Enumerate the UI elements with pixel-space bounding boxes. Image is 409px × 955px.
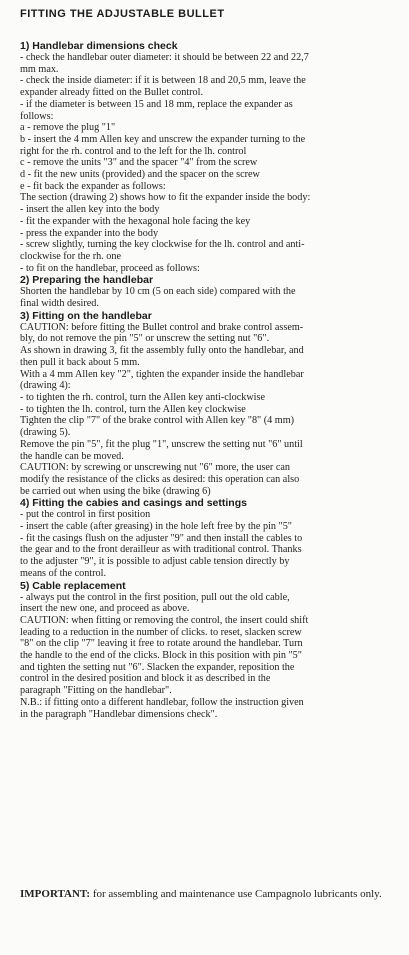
text-line: - if the diameter is between 15 and 18 mm, replace the expander as: [20, 98, 293, 110]
text-line: paragraph "Fitting on the handlebar".: [20, 685, 172, 697]
section-3: [20, 310, 397, 498]
text-line: be carried out when using the bike (drawing 6): [20, 485, 211, 497]
section-4: [20, 497, 397, 579]
text-line: Tighten the clip "7" of the brake control with Allen key "8" (4 mm): [20, 415, 295, 427]
text-line: - fit the casings flush on the adjuster "9" and then install the cables to: [20, 532, 303, 544]
text-line: "8" on the clip "7" leaving it free to rotate around the handlebar. Turn: [20, 638, 303, 650]
text-line: Remove the pin "5", fit the plug "1", unscrew the setting nut "6" until: [20, 438, 303, 450]
document-title: FITTING THE ADJUSTABLE BULLET: [20, 8, 225, 20]
section-2: [20, 274, 397, 309]
text-line: - fit the expander with the hexagonal hole facing the key: [20, 215, 251, 227]
text-line: - insert the cable (after greasing) in the hole left free by the pin "5": [20, 521, 292, 533]
text-line: Shorten the handlebar by 10 cm (5 on each side) compared with the: [20, 286, 296, 298]
text-line: The section (drawing 2) shows how to fit the expander inside the body:: [20, 192, 311, 204]
text-line: control in the desired position and block it as described in the: [20, 673, 271, 685]
section-1: [20, 40, 397, 274]
text-line: - always put the control in the first position, pull out the old cable,: [20, 591, 290, 603]
text-line: in the paragraph "Handlebar dimensions check".: [20, 708, 218, 720]
text-line: right for the rh. control and to the left for the lh. control: [20, 145, 247, 157]
text-line: then pull it back about 5 mm.: [20, 356, 140, 368]
text-line: to the adjuster "9", it is possible to adjust cable tension directly by: [20, 556, 290, 568]
text-line: mm max.: [20, 63, 59, 75]
sections-container: [20, 40, 397, 720]
text-line: leading to a reduction in the number of clicks. to reset, slacken screw: [20, 626, 302, 638]
section-heading: 4) Fitting the cabies and casings and settings: [20, 497, 247, 510]
important-note: [20, 888, 400, 901]
section-heading: 2) Preparing the handlebar: [20, 274, 154, 287]
text-line: expander already fitted on the Bullet control.: [20, 87, 204, 99]
text-line: - to tighten the lh. control, turn the Allen key clockwise: [20, 403, 246, 415]
text-line: - check the handlebar outer diameter: it should be between 22 and 22,7: [20, 52, 309, 63]
text-line: final width desired.: [20, 298, 99, 310]
text-line: - check the inside diameter: if it is between 18 and 20,5 mm, leave the: [20, 75, 306, 87]
text-line: - to tighten the rh. control, turn the Allen key anti-clockwise: [20, 391, 266, 403]
text-line: modify the resistance of the clicks as desired: this operation can also: [20, 473, 300, 485]
text-line: - press the expander into the body: [20, 227, 159, 239]
text-line: d - fit the new units (provided) and the spacer on the screw: [20, 169, 260, 181]
section-5: [20, 580, 397, 721]
text-line: clockwise for the rh. one: [20, 250, 121, 262]
text-line: the gear and to the front derailleur as with traditional control. Thanks: [20, 544, 302, 556]
section-heading: 3) Fitting on the handlebar: [20, 309, 152, 322]
text-line: With a 4 mm Allen key "2", tighten the expander inside the handlebar: [20, 368, 304, 380]
text-line: insert the new one, and proceed as above.: [20, 603, 190, 615]
text-line: bly, do not remove the pin "5" or unscrew the setting nut "6".: [20, 333, 270, 345]
section-heading: 1) Handlebar dimensions check: [20, 40, 178, 52]
text-line: means of the control.: [20, 567, 107, 579]
important-text: for assembling and maintenance use Campagnolo lubricants only.: [92, 888, 382, 900]
section-heading: 5) Cable replacement: [20, 579, 126, 592]
text-line: (drawing 4):: [20, 380, 71, 392]
text-line: the handle can be moved.: [20, 450, 124, 462]
text-line: follows:: [20, 110, 54, 122]
text-line: N.B.: if fitting onto a different handlebar, follow the instruction given: [20, 696, 304, 708]
text-line: (drawing 5).: [20, 427, 71, 439]
important-label: IMPORTANT:: [20, 888, 91, 900]
text-line: As shown in drawing 3, fit the assembly fully onto the handlebar, and: [20, 345, 304, 357]
text-line: CAUTION: before fitting the Bullet control and brake control assem-: [20, 321, 304, 333]
text-line: and tighten the setting nut "6". Slacken the expander, reposition the: [20, 661, 295, 673]
text-line: CAUTION: by screwing or unscrewing nut "6" more, the user can: [20, 462, 291, 474]
text-line: c - remove the units "3" and the spacer "4" from the screw: [20, 157, 258, 169]
text-line: - to fit on the handlebar, proceed as follows:: [20, 262, 200, 274]
text-line: - screw slightly, turning the key clockwise for the lh. control and anti-: [20, 239, 305, 251]
text-line: CAUTION: when fitting or removing the control, the insert could shift: [20, 614, 309, 626]
text-line: the handle to the end of the clicks. Block in this position with pin "5": [20, 650, 302, 662]
text-line: - put the control in first position: [20, 509, 151, 521]
text-line: - insert the allen key into the body: [20, 204, 160, 216]
text-line: e - fit back the expander as follows:: [20, 180, 166, 192]
text-line: a - remove the plug "1": [20, 122, 116, 134]
text-line: b - insert the 4 mm Allen key and unscrew the expander turning to the: [20, 133, 306, 145]
